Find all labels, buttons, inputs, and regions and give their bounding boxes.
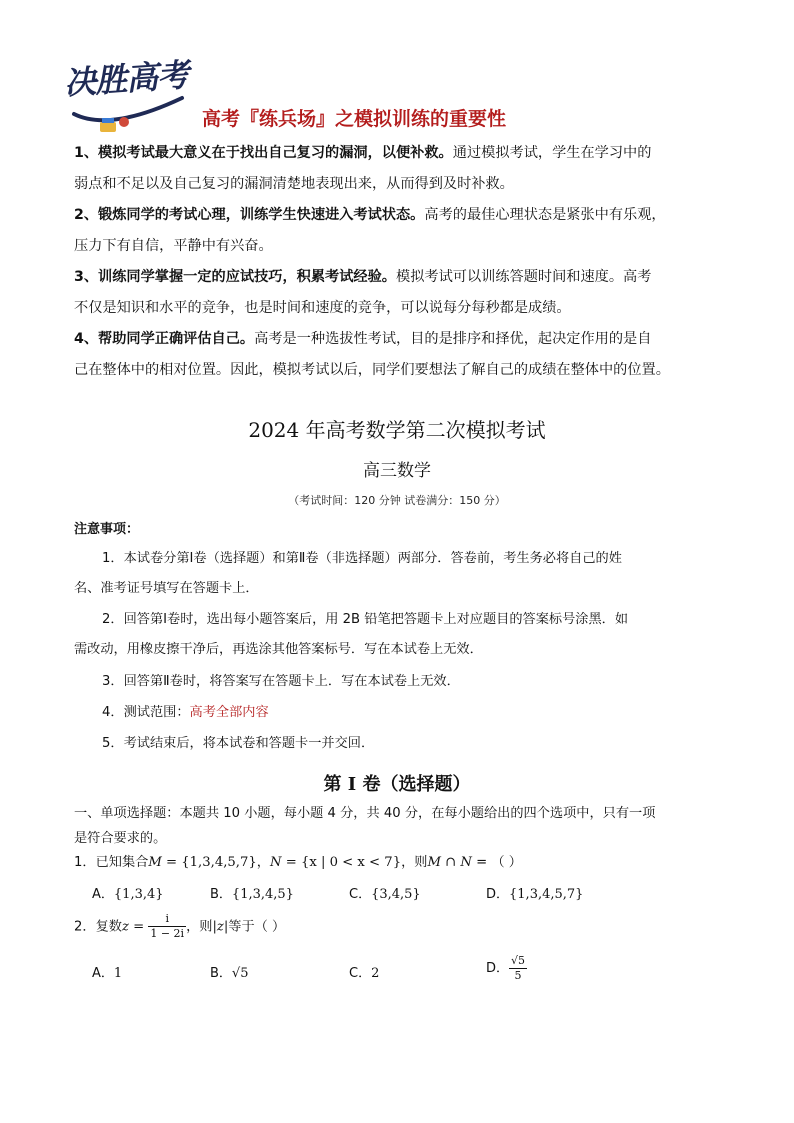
section-intro [74, 801, 714, 851]
set-m-value: = {1,3,4,5,7} [161, 855, 257, 870]
promo-item-3 [74, 262, 714, 324]
note-2 [74, 605, 714, 665]
equals-sign: = [128, 919, 149, 935]
question-prefix: 2．复数 [74, 919, 122, 935]
var-z: z [121, 919, 129, 935]
option-label: D． [486, 961, 510, 976]
promo-item-text: 己在整体中的相对位置。因此，模拟考试以后，同学们要想法了解自己的成绩在整体中的位置。 [74, 362, 670, 378]
question-prefix: 1．已知集合 [74, 855, 149, 870]
note-text: 3．回答第Ⅱ卷时，将答案写在答题卡上．写在本试卷上无效． [102, 674, 460, 689]
fraction-denominator: 5 [514, 969, 522, 982]
promo-item-bold: 4、帮助同学正确评估自己。 [74, 331, 255, 347]
set-n-value: = {x | 0 < x < 7} [281, 855, 402, 870]
promo-title: 高考『练兵场』之模拟训练的重要性 [202, 108, 507, 130]
option-label: C． [349, 887, 372, 902]
option-value: {3,4,5} [371, 887, 421, 902]
option-value: 2 [371, 966, 380, 981]
note-text: 1．本试卷分第Ⅰ卷（选择题）和第Ⅱ卷（非选择题）两部分．答卷前，考生务必将自己的姓 [102, 551, 622, 566]
promo-item-bold: 3、训练同学掌握一定的应试技巧，积累考试经验。 [74, 269, 396, 285]
abs-z: |z| [212, 919, 229, 935]
question-tail: = （ ） [471, 855, 522, 870]
note-1 [74, 544, 714, 604]
notes-heading: 注意事项： [74, 522, 140, 537]
promo-item-1 [74, 138, 714, 200]
logo-text: 决胜高考 [62, 55, 190, 103]
fraction-denominator: 1 − 2i [150, 927, 185, 940]
option-value: √5 [231, 966, 249, 981]
note-4 [74, 698, 714, 728]
question-tail: 等于（ ） [228, 919, 286, 935]
question-then: ，则 [186, 919, 213, 935]
exam-title: 2024 年高考数学第二次模拟考试 [248, 418, 546, 442]
section-intro-line: 一、单项选择题：本题共 10 小题，每小题 4 分，共 40 分，在每小题给出的四个选项中，只有一项 [74, 806, 656, 821]
note-text: 名、准考证号填写在答题卡上． [74, 581, 259, 596]
note-text: 5．考试结束后，将本试卷和答题卡一并交回． [102, 736, 375, 751]
option-label: C． [349, 966, 372, 981]
promo-item-text: 模拟考试可以训练答题时间和速度。高考 [396, 269, 652, 285]
fraction-numerator: √5 [511, 954, 526, 967]
intersection-expr: M ∩ N [427, 855, 472, 870]
section-heading: 第 I 卷（选择题） [323, 774, 471, 795]
section-intro-line: 是符合要求的。 [74, 831, 167, 846]
option-value: {1,3,4} [113, 887, 164, 902]
note-5 [74, 729, 714, 759]
option-value: {1,3,4,5,7} [509, 887, 584, 902]
question-2 [74, 912, 285, 941]
fraction-numerator: i [148, 912, 186, 927]
separator: ， [256, 855, 270, 870]
promo-item-bold: 2、锻炼同学的考试心理，训练学生快速进入考试状态。 [74, 207, 425, 223]
note-text: 2．回答第Ⅰ卷时，选出每小题答案后，用 2B 铅笔把答题卡上对应题目的答案标号涂黑．如 [102, 612, 629, 627]
promo-item-bold: 1、模拟考试最大意义在于找出自己复习的漏洞，以便补救。 [74, 145, 453, 161]
promo-item-text: 通过模拟考试，学生在学习中的 [452, 145, 652, 161]
promo-item-text: 高考是一种选拔性考试，目的是排序和择优，起决定作用的是自 [254, 331, 652, 347]
option-label: D． [486, 887, 510, 902]
question-then: ，则 [401, 855, 428, 870]
option-label: B． [210, 966, 232, 981]
q2-option-c[interactable] [349, 962, 379, 981]
promo-item-2 [74, 200, 714, 262]
test-scope-value: 高考全部内容 [189, 705, 269, 720]
option-label: A． [92, 966, 114, 981]
q1-option-c[interactable] [349, 883, 421, 902]
brand-logo [62, 48, 194, 136]
set-m-name: M [148, 855, 162, 870]
option-label: A． [92, 887, 114, 902]
note-text: 需改动，用橡皮擦干净后，再选涂其他答案标号．写在本试卷上无效． [74, 642, 483, 657]
note-label: 4．测试范围： [102, 705, 190, 720]
promo-item-4 [74, 324, 714, 386]
q1-option-d[interactable] [486, 883, 583, 902]
question-1 [74, 851, 522, 870]
promo-item-text: 高考的最佳心理状态是紧张中有乐观， [424, 207, 666, 223]
exam-subtitle: 高三数学 [363, 461, 431, 481]
q1-option-b[interactable] [210, 883, 294, 902]
option-label: B． [210, 887, 232, 902]
logo-swoosh-icon [70, 92, 190, 136]
exam-meta: （考试时间：120 分钟 试卷满分：150 分） [288, 494, 506, 507]
option-value: 1 [113, 966, 123, 981]
q1-option-a[interactable] [92, 883, 164, 902]
q2-option-b[interactable] [210, 962, 248, 981]
set-n-name: N [269, 855, 282, 870]
q2-option-d[interactable] [486, 954, 527, 983]
promo-item-text: 不仅是知识和水平的竞争，也是时间和速度的竞争，可以说每分每秒都是成绩。 [74, 300, 571, 316]
promo-item-text: 压力下有自信，平静中有兴奋。 [74, 238, 273, 254]
q2-option-a[interactable] [92, 962, 122, 981]
fraction [509, 954, 527, 983]
option-value: {1,3,4,5} [231, 887, 294, 902]
fraction [148, 912, 186, 941]
note-3 [74, 667, 714, 697]
promo-item-text: 弱点和不足以及自己复习的漏洞清楚地表现出来，从而得到及时补救。 [74, 176, 514, 192]
